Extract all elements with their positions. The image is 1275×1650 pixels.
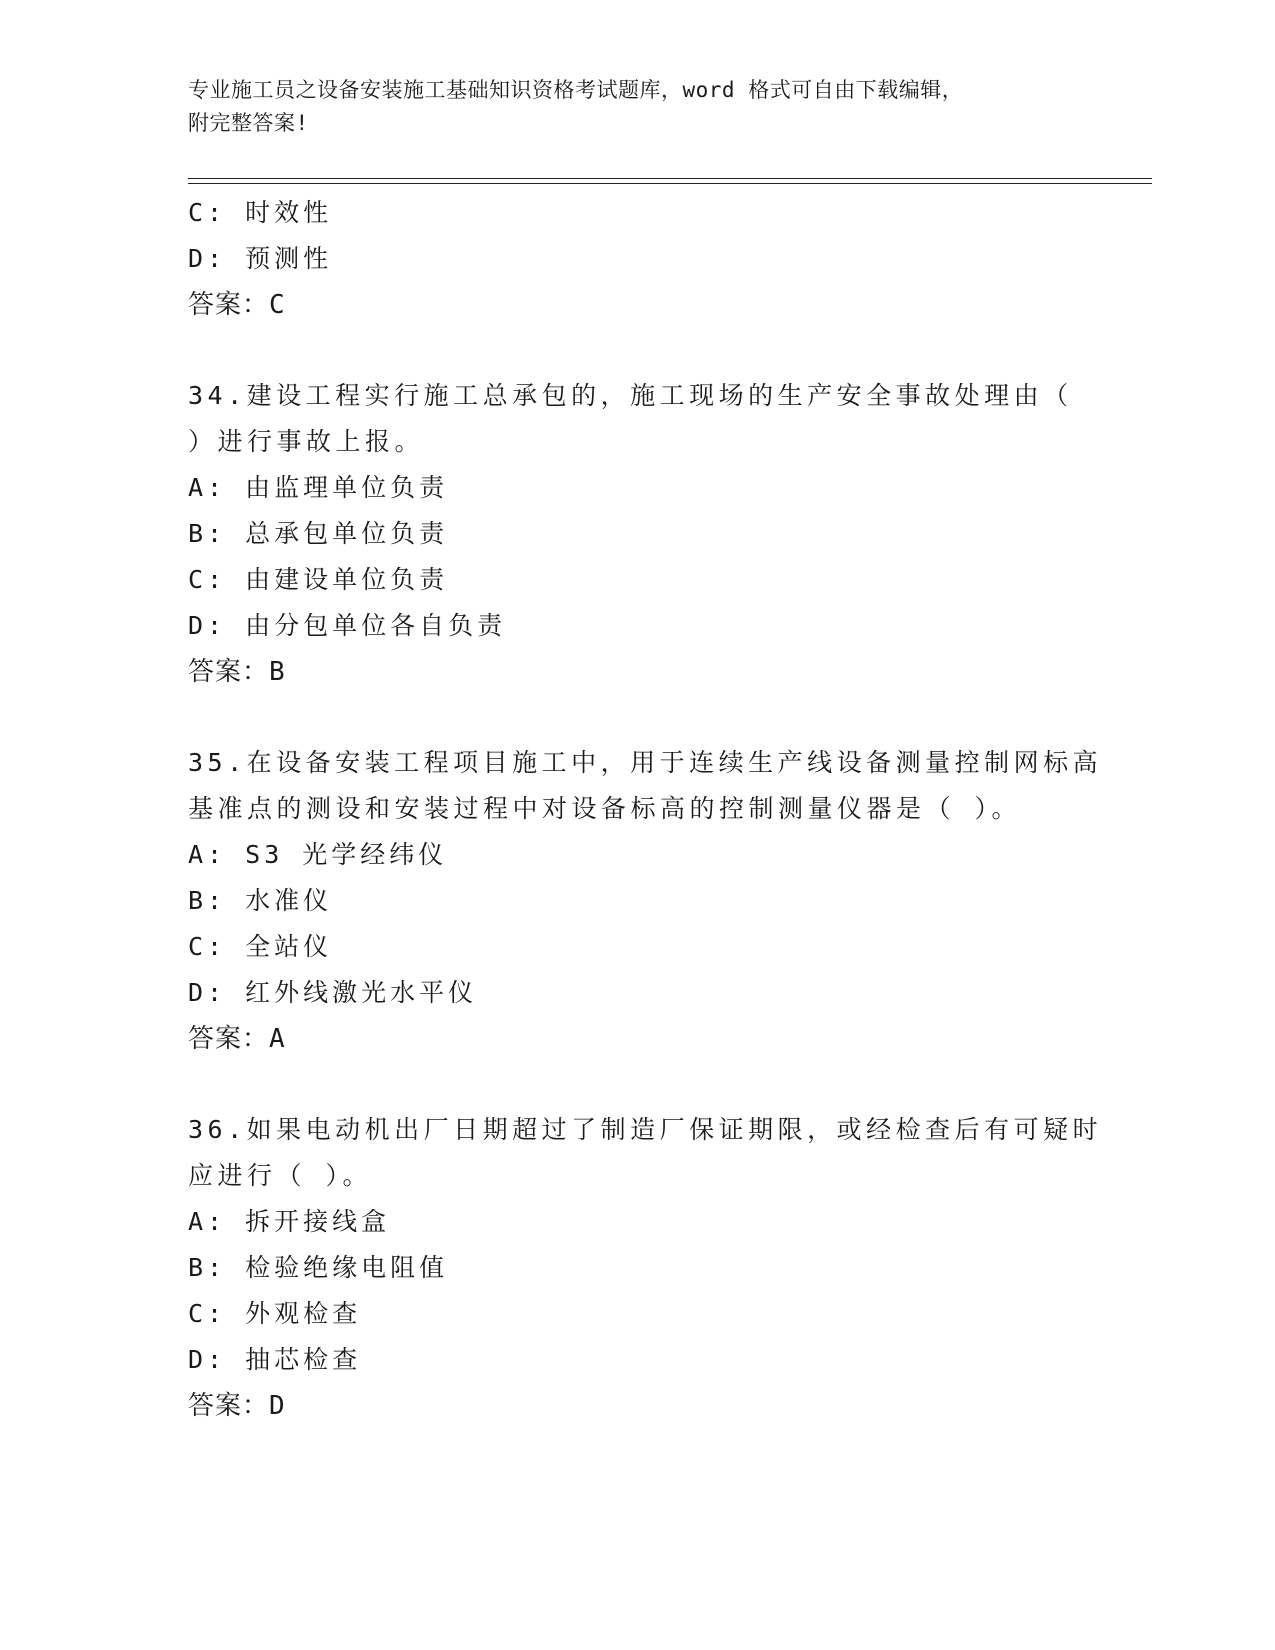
header-divider-bottom <box>188 183 1152 184</box>
prev-question-tail <box>188 190 1088 328</box>
header-line-2: 附完整答案! <box>188 111 309 135</box>
answer-line: 答案：A <box>188 1024 286 1054</box>
spacer <box>188 1062 1088 1107</box>
spacer <box>188 328 1088 373</box>
header-divider-top <box>188 178 1152 179</box>
question-stem-line-1: 36.如果电动机出厂日期超过了制造厂保证期限，或经检查后有可疑时 <box>188 1115 1103 1144</box>
document-body <box>188 190 1103 1429</box>
spacer <box>188 695 1088 740</box>
option-b: B: 总承包单位负责 <box>188 519 449 548</box>
question-stem-line-2: ）进行事故上报。 <box>188 427 425 456</box>
option-d: D: 抽芯检查 <box>188 1345 362 1374</box>
option-d: D: 预测性 <box>188 244 333 273</box>
question-34 <box>188 373 1088 695</box>
option-d: D: 由分包单位各自负责 <box>188 611 507 640</box>
option-c: C: 由建设单位负责 <box>188 565 449 594</box>
option-a: A: 由监理单位负责 <box>188 473 449 502</box>
option-a: A: 拆开接线盒 <box>188 1207 391 1236</box>
option-c: C: 时效性 <box>188 198 333 227</box>
question-35 <box>188 740 1103 1062</box>
option-c: C: 外观检查 <box>188 1299 362 1328</box>
question-stem-line-2: 应进行（ ）。 <box>188 1161 373 1190</box>
header-line-1: 专业施工员之设备安装施工基础知识资格考试题库，word 格式可自由下载编辑， <box>188 78 964 102</box>
option-b: B: 检验绝缘电阻值 <box>188 1253 449 1282</box>
answer-line: 答案：B <box>188 657 286 687</box>
answer-line: 答案：C <box>188 290 286 320</box>
question-stem-line-2: 基准点的测设和安装过程中对设备标高的控制测量仪器是（ ）。 <box>188 794 1022 823</box>
option-a: A: S3 光学经纬仪 <box>188 840 448 869</box>
option-d: D: 红外线激光水平仪 <box>188 978 478 1007</box>
question-stem-line-1: 35.在设备安装工程项目施工中，用于连续生产线设备测量控制网标高 <box>188 748 1103 777</box>
document-header <box>188 74 1078 140</box>
answer-line: 答案：D <box>188 1391 286 1421</box>
question-36 <box>188 1107 1103 1429</box>
question-stem-line-1: 34.建设工程实行施工总承包的，施工现场的生产安全事故处理由（ <box>188 381 1073 410</box>
option-b: B: 水准仪 <box>188 886 333 915</box>
option-c: C: 全站仪 <box>188 932 333 961</box>
